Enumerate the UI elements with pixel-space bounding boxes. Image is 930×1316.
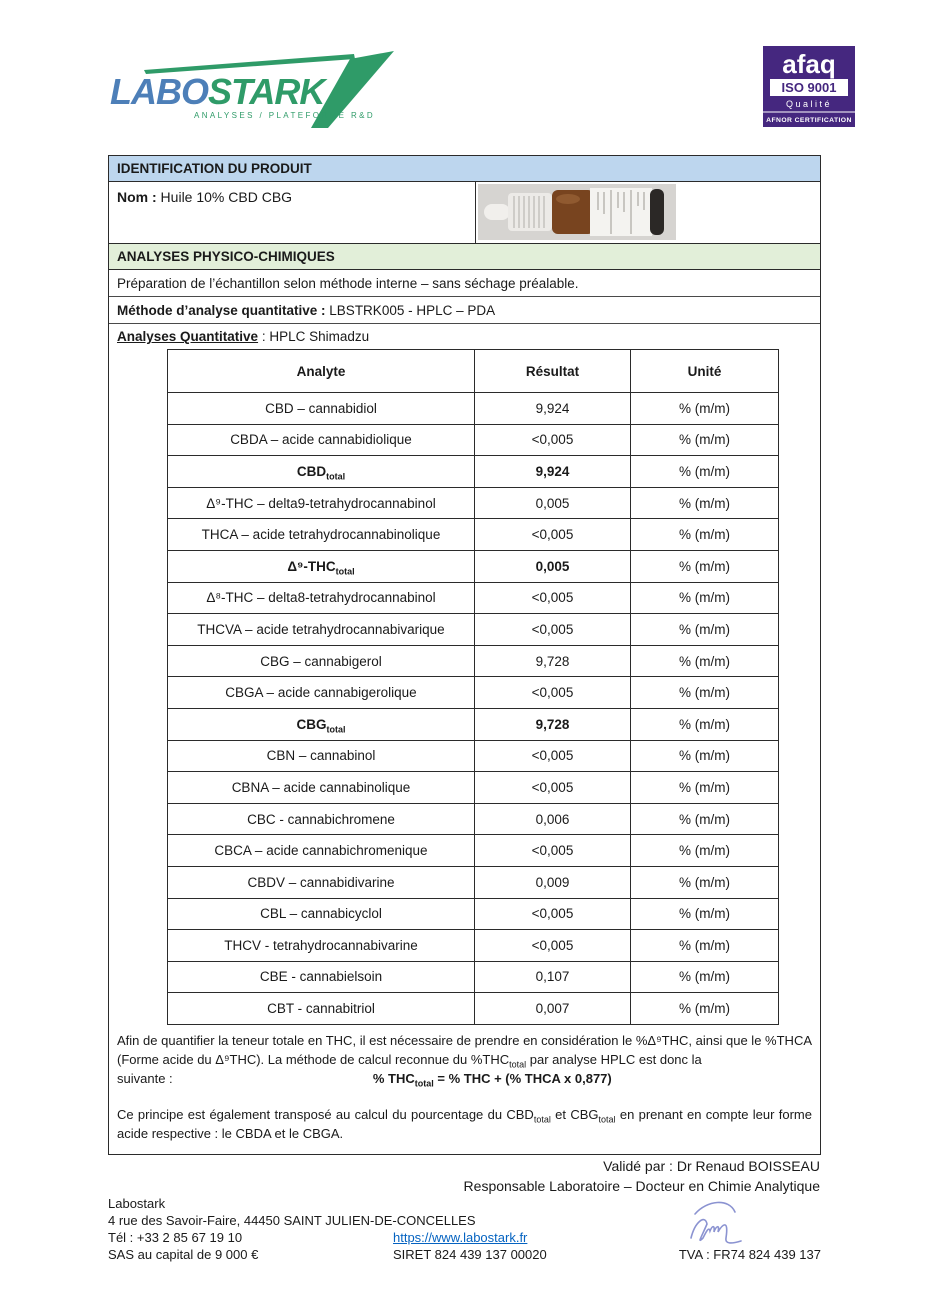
table-row (168, 708, 779, 740)
thc-total-formula: % $THC_{total}$ = % THC + (% THCA x 0,877) (372, 1071, 612, 1089)
unit-cell: % (m/m) (631, 835, 779, 867)
unit-cell: % (m/m) (631, 772, 779, 804)
table-row (168, 645, 779, 677)
result-cell: <0,005 (475, 930, 631, 962)
analyte-cell: $CBD_{total}$ (168, 456, 475, 488)
validation-block (464, 1156, 820, 1197)
result-cell: 0,005 (475, 487, 631, 519)
result-cell: <0,005 (475, 424, 631, 456)
analyte-cell: CBG – cannabigerol (168, 645, 475, 677)
analysis-table (167, 349, 779, 1025)
analyte-cell: CBNA – acide cannabinolique (168, 772, 475, 804)
analyte-cell: CBL – cannabicyclol (168, 898, 475, 930)
unit-cell: % (m/m) (631, 930, 779, 962)
product-name-cell (109, 182, 475, 243)
footer-tva: TVA : FR74 824 439 137 (678, 1247, 821, 1262)
result-cell: <0,005 (475, 898, 631, 930)
product-name-row (109, 182, 820, 244)
svg-text:LABOSTARK (110, 71, 328, 112)
footer (108, 1196, 821, 1276)
analyte-cell: CBGA – acide cannabigerolique (168, 677, 475, 709)
unit-cell: % (m/m) (631, 424, 779, 456)
unit-cell: % (m/m) (631, 740, 779, 772)
result-cell: <0,005 (475, 677, 631, 709)
table-row (168, 456, 779, 488)
validated-by: Validé par : Dr Renaud BOISSEAU (603, 1158, 820, 1174)
unit-cell: % (m/m) (631, 677, 779, 709)
unit-cell: % (m/m) (631, 993, 779, 1025)
analyte-cell: CBD – cannabidiol (168, 393, 475, 425)
table-row (168, 835, 779, 867)
unit-cell: % (m/m) (631, 614, 779, 646)
analyte-cell: CBDV – cannabidivarine (168, 866, 475, 898)
footer-website-link[interactable]: https://www.labostark.fr (393, 1230, 528, 1245)
afaq-iso-label: ISO 9001 (781, 80, 837, 95)
table-row (168, 930, 779, 962)
preparation-row: Préparation de l’échantillon selon méthode interne – sans séchage préalable. (109, 270, 820, 297)
result-cell: <0,005 (475, 772, 631, 804)
afaq-badge (763, 46, 855, 127)
analyses-label: Analyses Quantitative (117, 329, 259, 344)
analyte-cell: Δ⁹-THC – delta9-tetrahydrocannabinol (168, 487, 475, 519)
methode-row (109, 297, 820, 324)
footer-capital: SAS au capital de 9 000 € (108, 1247, 259, 1262)
analyses-section (109, 324, 820, 1025)
footer-siret: SIRET 824 439 137 00020 (393, 1247, 547, 1262)
table-row (168, 866, 779, 898)
table-row (168, 550, 779, 582)
unit-cell: % (m/m) (631, 866, 779, 898)
unit-cell: % (m/m) (631, 803, 779, 835)
bottle-end-cap (650, 189, 664, 235)
result-cell: 9,728 (475, 645, 631, 677)
afaq-certification-label: AFNOR CERTIFICATION (766, 117, 852, 124)
thc-note-paragraph: Afin de quantifier la teneur totale en THC, il est nécessaire de prendre en considération le %Δ⁹THC, ainsi que le %THCA (Forme acide du Δ⁹THC). La méthode de calcul reconnue du $\%THC_{total}$ par analyse HPLC est donc la (117, 1032, 812, 1070)
methode-label: Méthode d’analyse quantitative : (117, 303, 326, 318)
result-cell: 9,924 (475, 393, 631, 425)
product-photo (478, 184, 676, 240)
analyte-cell: CBE - cannabielsoin (168, 961, 475, 993)
analyte-cell: $\Delta^9-THC_{total}$ (168, 550, 475, 582)
table-row (168, 740, 779, 772)
unit-cell: % (m/m) (631, 550, 779, 582)
column-header-resultat: Résultat (475, 350, 631, 393)
table-row (168, 898, 779, 930)
unit-cell: % (m/m) (631, 961, 779, 993)
result-cell: <0,005 (475, 740, 631, 772)
analyte-cell: THCA – acide tetrahydrocannabinolique (168, 519, 475, 551)
report-body (108, 155, 821, 1155)
table-row (168, 677, 779, 709)
footer-company: Labostark (108, 1196, 166, 1211)
product-name-value: Huile 10% CBD CBG (156, 189, 293, 205)
table-row (168, 424, 779, 456)
table-header-row (168, 350, 779, 393)
analyte-cell: CBT - cannabitriol (168, 993, 475, 1025)
principle-paragraph: Ce principe est également transposé au calcul du pourcentage du $CBD_{total}$ et $CBG_{total}$ en prenant en compte leur forme acide respective : le CBDA et le CBGA. (117, 1106, 812, 1141)
table-row (168, 582, 779, 614)
analyte-cell: CBCA – acide cannabichromenique (168, 835, 475, 867)
cap-ribs (514, 196, 544, 228)
unit-cell: % (m/m) (631, 898, 779, 930)
table-row (168, 803, 779, 835)
analyte-cell: $CBG_{total}$ (168, 708, 475, 740)
product-photo-cell (475, 182, 820, 243)
afaq-badge-icon (763, 46, 855, 127)
logo-text-stark: STARK (208, 71, 325, 112)
footer-address: 4 rue des Savoir-Faire, 44450 SAINT JULIEN-DE-CONCELLES (108, 1213, 476, 1228)
column-header-analyte: Analyte (168, 350, 475, 393)
product-name-label: Nom : (117, 189, 157, 205)
methode-value: LBSTRK005 - HPLC – PDA (325, 303, 496, 318)
analyses-separator: : (258, 329, 270, 344)
result-cell: 0,107 (475, 961, 631, 993)
table-row (168, 487, 779, 519)
analyte-cell: THCVA – acide tetrahydrocannabivarique (168, 614, 475, 646)
afaq-name: afaq (782, 49, 836, 79)
table-row (168, 519, 779, 551)
result-cell: 9,728 (475, 708, 631, 740)
result-cell: <0,005 (475, 614, 631, 646)
unit-cell: % (m/m) (631, 645, 779, 677)
analyte-cell: CBN – cannabinol (168, 740, 475, 772)
result-cell: 0,005 (475, 550, 631, 582)
result-cell: <0,005 (475, 519, 631, 551)
unit-cell: % (m/m) (631, 708, 779, 740)
logo-tagline: ANALYSES / PLATEFORME R&D (194, 111, 376, 120)
column-header-unite: Unité (631, 350, 779, 393)
logo-text-labo: LABO (110, 71, 208, 112)
analysis-table-body (168, 393, 779, 1025)
glass-highlight (556, 194, 580, 204)
bottle-label (590, 188, 652, 236)
dropper-bulb (484, 204, 510, 220)
table-row (168, 614, 779, 646)
table-row (168, 772, 779, 804)
validator-title: Responsable Laboratoire – Docteur en Chimie Analytique (463, 1178, 820, 1195)
identification-section-header: IDENTIFICATION DU PRODUIT (109, 156, 820, 182)
unit-cell: % (m/m) (631, 456, 779, 488)
labostark-logo-icon (106, 50, 396, 130)
result-cell: 9,924 (475, 456, 631, 488)
result-cell: <0,005 (475, 582, 631, 614)
footer-phone: Tél : +33 2 85 67 19 10 (108, 1230, 243, 1245)
result-cell: <0,005 (475, 835, 631, 867)
unit-cell: % (m/m) (631, 393, 779, 425)
signature-icon (685, 1198, 765, 1248)
analyte-cell: CBDA – acide cannabidiolique (168, 424, 475, 456)
formula-line (109, 1069, 820, 1088)
suivante-label: suivante : (117, 1071, 173, 1087)
afaq-quality-label: Qualité (785, 99, 833, 109)
labostark-logo (106, 50, 396, 130)
unit-cell: % (m/m) (631, 519, 779, 551)
physico-section-header: ANALYSES PHYSICO-CHIMIQUES (109, 244, 820, 270)
unit-cell: % (m/m) (631, 582, 779, 614)
analyte-cell: THCV - tetrahydrocannabivarine (168, 930, 475, 962)
table-row (168, 993, 779, 1025)
result-cell: 0,009 (475, 866, 631, 898)
table-row (168, 961, 779, 993)
table-row (168, 393, 779, 425)
analyte-cell: CBC - cannabichromene (168, 803, 475, 835)
analyses-value: HPLC Shimadzu (269, 329, 370, 344)
unit-cell: % (m/m) (631, 487, 779, 519)
result-cell: 0,006 (475, 803, 631, 835)
result-cell: 0,007 (475, 993, 631, 1025)
analyte-cell: Δ⁸-THC – delta8-tetrahydrocannabinol (168, 582, 475, 614)
